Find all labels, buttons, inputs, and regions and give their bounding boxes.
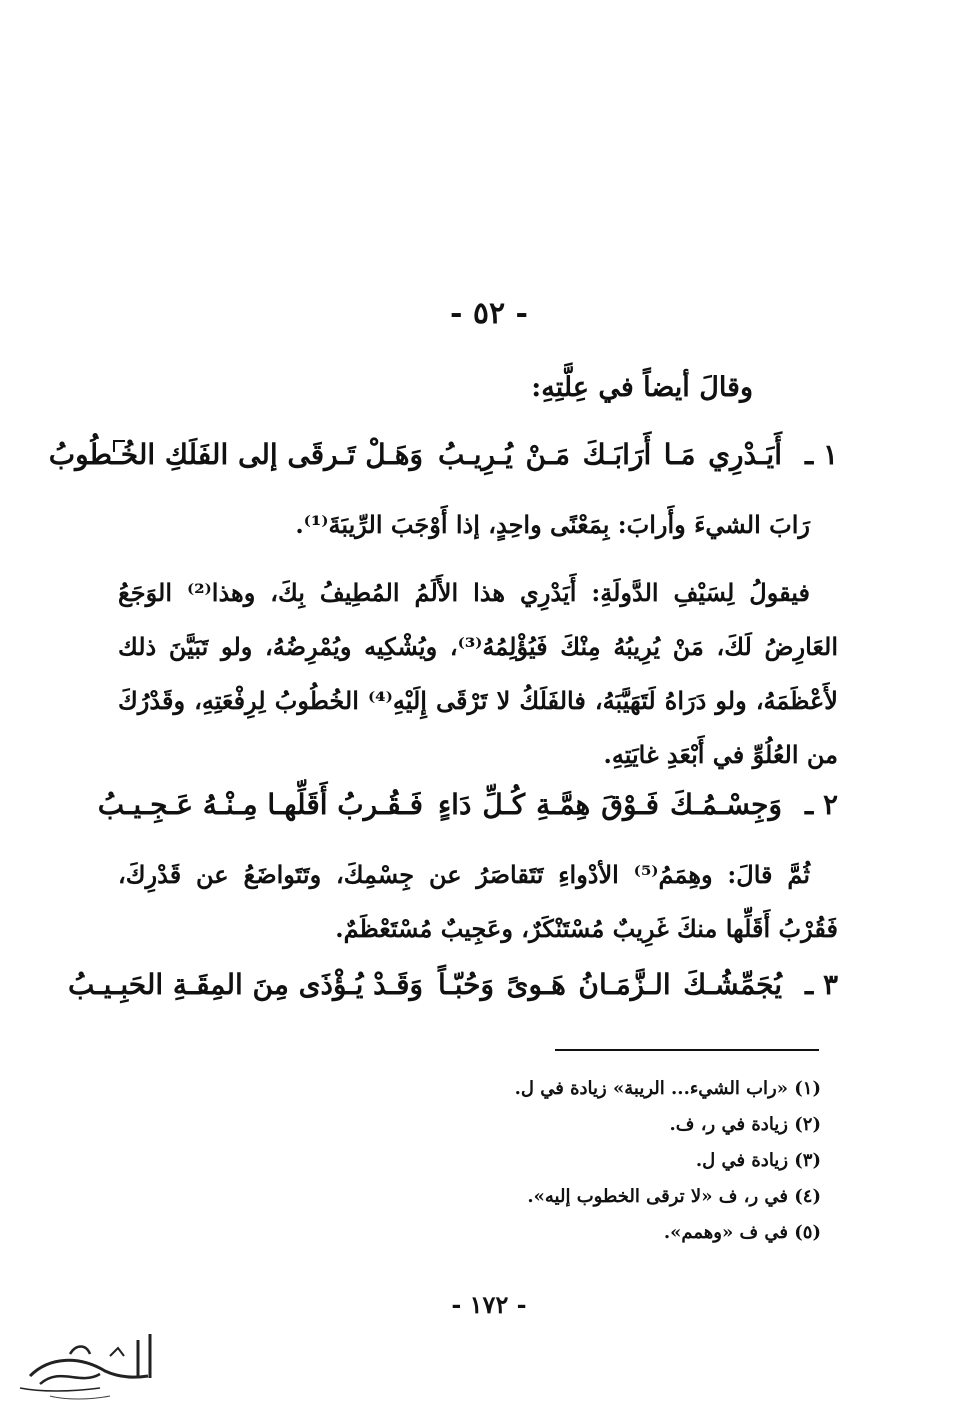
verse-second-hemistich: وَهَـلْ تَـرقَى إلى الفَلَكِ الخُـطُوبُ [48, 438, 423, 471]
verse-number: ٢ ـ [805, 788, 838, 821]
commentary-paragraph-2 [118, 566, 838, 782]
footnotes [300, 1071, 821, 1251]
section-number: - ٥٢ - [449, 296, 529, 331]
footnote-divider [555, 1049, 819, 1051]
page-number: - ١٧٢ - [451, 1290, 527, 1319]
verse-1 [48, 438, 838, 482]
verse-first-hemistich: يُجَمِّشُـكَ الـزَّمَـانُ هَـوىً وَحُبّـاً [438, 968, 782, 1001]
verse-first-hemistich: أَيَـدْرِي مَـا أَرَابَـكَ مَـنْ يُـرِيـبُ [438, 438, 782, 471]
footnote-2: (٢) زيادة في ر، ف. [669, 1114, 821, 1135]
verse-3 [67, 968, 838, 1012]
commentary-text: فيقولُ لِسَيْفِ الدَّولَةِ: أَيَدْرِي هذا الأَلَمُ المُطِيفُ بِكَ، وهذا⁽²⁾ الوَجَعُ العَارِضُ لَكَ، مَنْ يُرِيبُهُ مِنْكَ فَيُؤْلِمُهُ⁽³⁾، ويُشْكِيه ويُمْرِضُهُ، ولو تَبَيَّنَ ذلك لأَعْظَمَهُ، ولو دَرَاهُ لَتَهَيَّبَهُ، فالفَلَكُ لا تَرْقَى إِلَيْهِ⁽⁴⁾ الخُطُوبُ لِرِفْعَتِهِ، وقَدْرُكَ من العُلُوِّ في أَبْعَدِ غايَتِهِ. [118, 578, 838, 769]
verse-second-hemistich: فَـقُـربُ أَقَلِّهـا مِـنْـهُ عَـجِـيـبُ [97, 788, 423, 821]
verse-number: ٣ ـ [805, 968, 838, 1001]
footnote-5: (٥) في ف «وهمم». [663, 1222, 821, 1243]
bracket-mark [113, 440, 125, 452]
verse-first-hemistich: وَجِسْـمُـكَ فَـوْقَ هِمَّـةِ كُـلِّ دَاءٍ [438, 788, 782, 821]
calligraphy-stamp-logo [10, 1326, 160, 1406]
commentary-paragraph-3 [118, 848, 838, 956]
commentary-text: ثُمَّ قالَ: وهِمَمُ⁽⁵⁾ الأدْواءِ تَتَقاصَرُ عن جِسْمِكَ، وتَتَواضَعُ عن قَدْرِكَ، فَقُرْبُ أَقَلِّها منكَ غَرِيبٌ مُسْتَنْكَرٌ، وعَجِيبٌ مُسْتَعْظَمٌ. [118, 860, 838, 943]
verse-number: ١ ـ [805, 438, 838, 471]
intro-line: وقالَ أيضاً في عِلَّتِهِ: [531, 372, 753, 403]
footnote-1: (١) «راب الشيء... الريبة» زيادة في ل. [514, 1078, 821, 1099]
commentary-text: رَابَ الشيءَ وأَرابَ: بِمَعْنًى واحِدٍ، إذا أَوْجَبَ الرِّيبَةَ⁽¹⁾. [295, 510, 810, 539]
verse-2 [97, 788, 838, 832]
footnote-3: (٣) زيادة في ل. [695, 1150, 821, 1171]
footnote-4: (٤) في ر، ف «لا ترقى الخطوب إليه». [527, 1186, 821, 1207]
verse-second-hemistich: وَقَـدْ يُـؤْذَى مِنَ المِقَـةِ الحَبِـيـبُ [67, 968, 423, 1001]
commentary-paragraph-1 [118, 498, 838, 552]
